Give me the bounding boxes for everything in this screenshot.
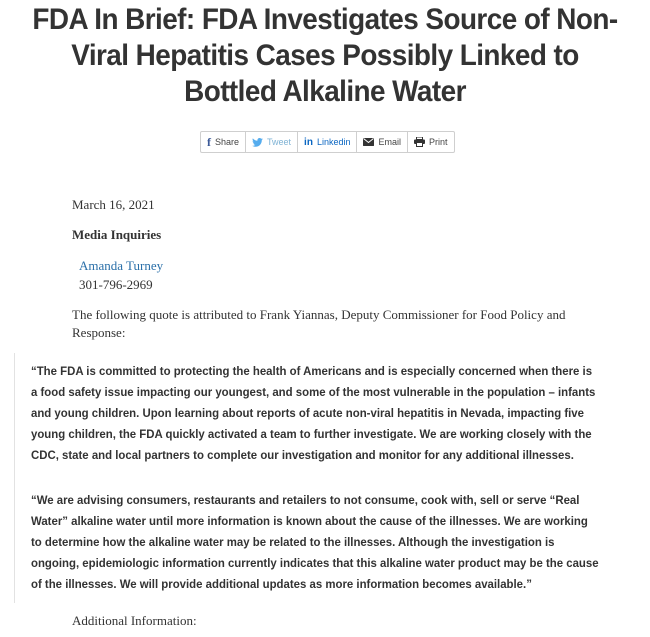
share-linkedin-label: Linkedin xyxy=(316,137,351,147)
twitter-icon xyxy=(252,138,263,147)
share-print-label: Print xyxy=(428,137,448,147)
share-facebook-label: Share xyxy=(215,137,240,147)
share-email-button[interactable] xyxy=(357,132,408,152)
media-inquiries-heading: Media Inquiries xyxy=(72,227,162,242)
envelope-icon xyxy=(363,138,374,146)
quote-attribution: The following quote is attributed to Frank Yiannas, Deputy Commissioner for Food Policy and Response: xyxy=(72,307,566,340)
share-email-label: Email xyxy=(378,137,401,147)
share-twitter-button[interactable] xyxy=(246,132,298,152)
share-twitter-label: Tweet xyxy=(267,137,292,147)
quote-paragraph: “We are advising consumers, restaurants and retailers to not consume, cook with, sell or serve “Real Water” alkaline water until more information is known about the cause of the illnesses. We are working to determine how the alkaline water may be related to the illnesses. Although the investigation is ongoing, epidemiologic information currently indicates that this alkaline water product may be the cause of the illnesses. We will provide additional updates as more information becomes available.” xyxy=(31,493,599,591)
share-toolbar xyxy=(200,131,455,153)
share-print-button[interactable] xyxy=(408,132,454,152)
facebook-icon: f xyxy=(207,134,211,149)
quote-paragraph: “The FDA is committed to protecting the health of Americans and is especially concerned when there is a food safety issue impacting our youngest, and some of the most vulnerable in the population – infants and young children. Upon learning about reports of acute non-viral hepatitis in Nevada, impacting five young children, the FDA quickly activated a team to further investigate. We are working closely with the CDC, state and local partners to complete our investigation and monitor for any additional illnesses. xyxy=(31,364,596,462)
linkedin-icon: in xyxy=(304,136,313,148)
page-title: FDA In Brief: FDA Investigates Source of Non-Viral Hepatitis Cases Possibly Linked to Bottled Alkaline Water xyxy=(32,3,618,108)
contact-phone: 301-796-2969 xyxy=(79,277,153,292)
additional-information-heading: Additional Information: xyxy=(72,613,197,628)
share-facebook-button[interactable] xyxy=(201,132,246,152)
contact-name-link[interactable]: Amanda Turney xyxy=(79,258,164,273)
share-linkedin-button[interactable] xyxy=(298,132,357,152)
publish-date: March 16, 2021 xyxy=(72,197,155,212)
printer-icon xyxy=(414,137,425,147)
